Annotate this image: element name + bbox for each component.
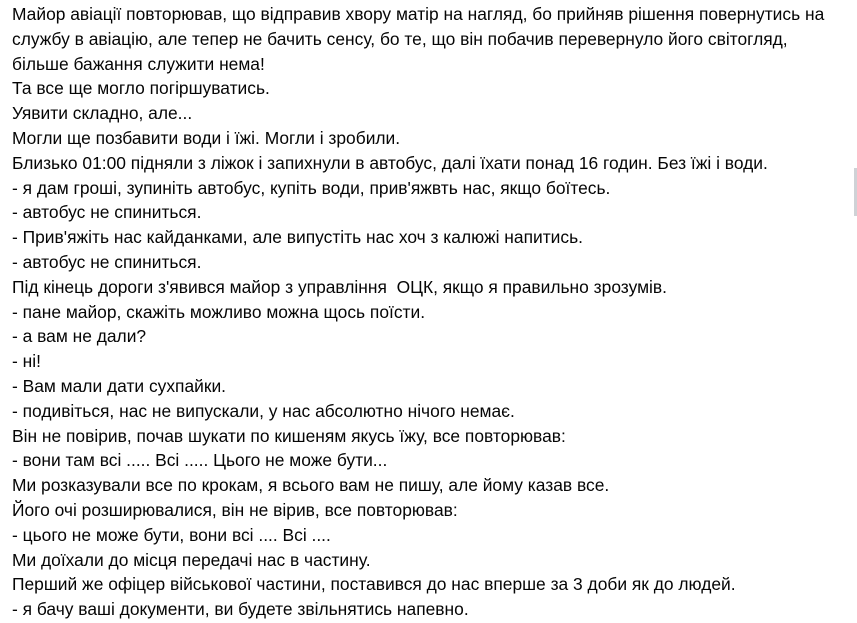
text-line: Та все ще могло погіршуватись. [12, 78, 270, 99]
intro-paragraph: Майор авіації повторював, що відправив хвору матір на нагляд, бо прийняв рішення повернутись на службу в авіацію, але тепер не бачить сенсу, бо те, що він побачив перевернуло його світогляд, більше бажання служити нема! [12, 4, 830, 74]
text-line: Його очі розширювалися, він не вірив, все повторював: [12, 499, 458, 520]
text-line: Він не повірив, почав шукати по кишеням якусь їжу, все повторював: [12, 425, 566, 446]
post-text [12, 2, 846, 622]
dialogue-line: - вони там всі ..... Всі ..... Цього не може бути... [12, 450, 388, 471]
dialogue-line: - цього не може бути, вони всі .... Всі .... [12, 524, 331, 545]
dialogue-line: - Вам мали дати сухпайки. [12, 375, 226, 396]
text-line: Ми розказували все по крокам, я всього вам не пишу, але йому казав все. [12, 475, 610, 496]
dialogue-line: - подивіться, нас не випускали, у нас абсолютно нічого немає. [12, 400, 515, 421]
text-line: Близько 01:00 підняли з ліжок і запихнули в автобус, далі їхати понад 16 годин. Без їжі і води. [12, 152, 768, 173]
text-line: Могли ще позбавити води і їжі. Могли і зробили. [12, 127, 401, 148]
text-line: Перший же офіцер військової частини, поставився до нас вперше за 3 доби як до людей. [12, 574, 736, 595]
text-line: Під кінець дороги з'явився майор з управління ОЦК, якщо я правильно зрозумів. [12, 276, 667, 297]
dialogue-line: - пане майор, скажіть можливо можна щось поїсти. [12, 301, 426, 322]
dialogue-line: - автобус не спиниться. [12, 251, 202, 272]
dialogue-line: - ні! [12, 351, 41, 372]
dialogue-line: - я бачу ваші документи, ви будете звільнятись напевно. [12, 599, 469, 620]
dialogue-line: - а вам не дали? [12, 326, 147, 347]
text-line: Уявити складно, але... [12, 103, 193, 124]
dialogue-line: - автобус не спиниться. [12, 202, 202, 223]
dialogue-line: - Прив'яжіть нас кайданками, але випустіть нас хоч з калюжі напитись. [12, 227, 583, 248]
dialogue-line: - я дам гроші, зупиніть автобус, купіть води, прив'яжвть нас, якщо боїтесь. [12, 177, 611, 198]
text-line: Ми доїхали до місця передачі нас в частину. [12, 549, 371, 570]
